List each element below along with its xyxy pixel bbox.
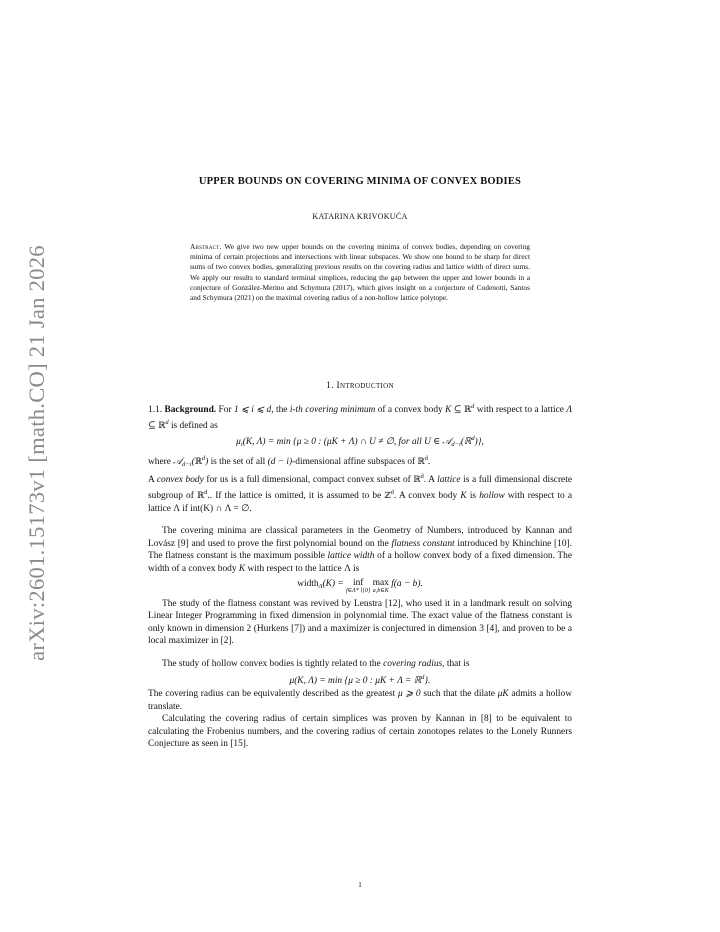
paragraph-frobenius: Calculating the covering radius of certain simplices was proven by Kannan in [8] to be equivalent to calculating the Frobenius numbers, and the covering radius of certain zonotopes relates to the Lonely Runners Conjecture as seen in [15].: [148, 714, 572, 750]
inf-operator: inf f∈Λ*∖{0}: [346, 577, 371, 594]
section-heading: [148, 381, 572, 391]
subsection-title: Background.: [164, 405, 217, 415]
abstract-label: Abstract.: [190, 242, 222, 251]
abstract: [190, 242, 530, 303]
paragraph-lenstra: The study of the flatness constant was revived by Lenstra [12], who used it in a landmark result on solving Linear Integer Programming in fixed dimension in polynomial time. The exact value of the flatness constant is only known in dimension 2 (Hurkens [7]) and a maximizer is conjectured in dimension 3 [4], and proven to be a local maximizer in [2].: [148, 598, 572, 647]
paper-body: [148, 401, 572, 751]
paragraph-definitions: A convex body for us is a full dimensional, compact convex subset of ℝ$^d$. A lattice is a full dimensional discrete subgroup of ℝ$^d$.. If the lattice is omitted, it is assumed to be ℤ$^d$. A convex body K is hollow with respect to a lattice Λ if int(K) ∩ Λ = ∅.: [148, 473, 572, 514]
paragraph-covering-radius: The study of hollow convex bodies is tightly related to the covering radius, that is: [162, 658, 470, 669]
paragraph-dilate: The covering radius can be equivalently described as the greatest μ ⩾ 0 such that the dilate μK admits a hollow translate.: [148, 689, 572, 712]
abstract-text: We give two new upper bounds on the covering minima of convex bodies, depending on covering minima of certain projections and intersections with linear subspaces. We show one bound to be sharp for direct sums of two convex bodies, generalizing previous results on the covering radius and lattice width of direct sums. We apply our results to standard terminal simplices, reducing the gap between the upper and lower bounds in a conjecture of González-Merino and Schymura (2017), which gives insight on a conjecture of Codenotti, Santos and Schymura (2021) on the maximal covering radius of a non-hollow lattice polytope.: [190, 242, 530, 303]
paper-author: KATARINA KRIVOKUĆA: [312, 212, 408, 221]
arxiv-sidebar: [22, 245, 52, 661]
paragraph-background: 1.1. Background. For 1 ⩽ i ⩽ d, the i-th covering minimum of a convex body K ⊆ ℝ$^d$ with respect to a lattice Λ ⊆ ℝ$^d$ is defined as: [148, 403, 573, 431]
subsection-number: 1.1.: [148, 405, 163, 415]
page-number: 1: [358, 880, 362, 889]
arxiv-identifier: arXiv:2601.15173v1 [math.CO] 21 Jan 2026: [24, 245, 50, 661]
paragraph-flatness: The covering minima are classical parameters in the Geometry of Numbers, introduced by Kannan and Lovász [9] and used to prove the first polynomial bound on the flatness constant introduced by Khinchine [10]. The flatness constant is the maximum possible lattice width of a hollow convex body of a fixed dimension. The width of a convex body K with respect to the lattice Λ is: [148, 526, 573, 574]
section-heading-text: 1. Introduction: [326, 381, 394, 391]
max-operator: max a,b∈K: [372, 577, 389, 594]
paper-title: UPPER BOUNDS ON COVERING MINIMA OF CONVEX BODIES: [198, 176, 522, 187]
equation-covering-radius: μ(K, Λ) = min {μ ≥ 0 : μK + Λ = ℝ$^d$}.: [289, 673, 431, 686]
equation-covering-minimum: $\mu_i(K$, Λ) = min {μ ≥ 0 : (μK + Λ) ∩ U ≠ ∅, for all U ∈ 𝒜$_{d-i}$(ℝ$^d$)},: [236, 435, 484, 449]
paragraph-where: where 𝒜$_{d-i}$(ℝ$^d$) is the set of all (d − i)-dimensional affine subspaces of ℝ$^d$.: [148, 454, 431, 468]
equation-width: width$_\Lambda$(K) = inf f∈Λ*∖{0} max a,b∈K f(a − b).: [297, 577, 423, 594]
